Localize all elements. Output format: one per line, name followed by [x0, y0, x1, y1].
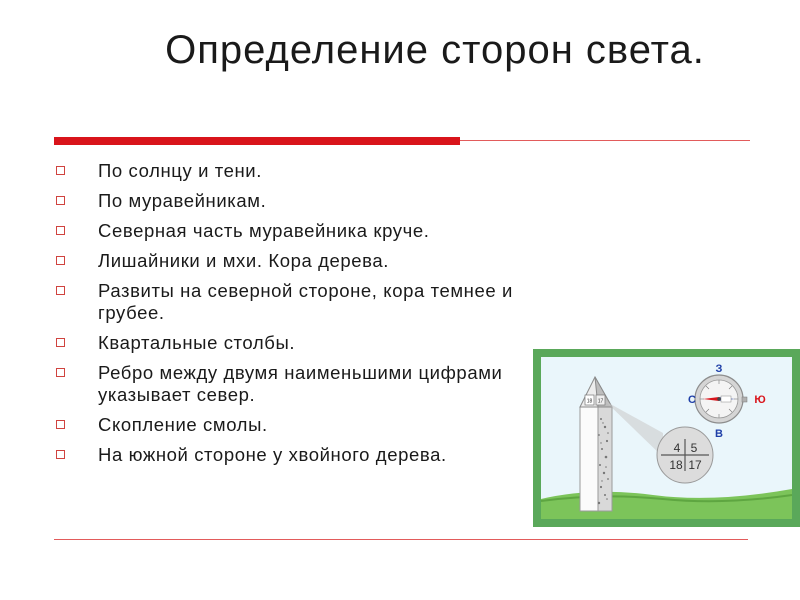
post-top-number: 18: [586, 398, 593, 405]
bullet-square-icon: [56, 368, 65, 377]
bullet-square-icon: [56, 450, 65, 459]
compass-north-label: З: [715, 363, 723, 375]
compass-west-label: С: [688, 394, 696, 406]
bullet-square-icon: [56, 286, 65, 295]
quarter-post-illustration: [533, 349, 800, 527]
post-number: 17: [688, 458, 702, 472]
bullet-item: Развиты на северной стороне, кора темнее и грубее.: [54, 280, 514, 324]
bullet-list: [54, 160, 514, 474]
bullet-item: Скопление смолы.: [54, 414, 514, 436]
post-top-number: 17: [597, 398, 604, 405]
zoomed-post-top: [657, 427, 713, 483]
bullet-item: По солнцу и тени.: [54, 160, 514, 182]
post-number: 4: [673, 441, 681, 455]
bullet-item: По муравейникам.: [54, 190, 514, 212]
bullet-square-icon: [56, 338, 65, 347]
bullet-square-icon: [56, 420, 65, 429]
bullet-square-icon: [56, 196, 65, 205]
bullet-item: Ребро между двумя наименьшими цифрами указывает север.: [54, 362, 514, 406]
bullet-item: Лишайники и мхи. Кора дерева.: [54, 250, 514, 272]
bullet-item: На южной стороне у хвойного дерева.: [54, 444, 514, 466]
compass-south-label: В: [715, 428, 723, 440]
compass-east-label: Ю: [754, 394, 766, 406]
title-divider: [54, 136, 750, 146]
bullet-square-icon: [56, 226, 65, 235]
bullet-square-icon: [56, 256, 65, 265]
divider-thin-segment: [460, 140, 750, 141]
post-number: 5: [690, 441, 698, 455]
bullet-square-icon: [56, 166, 65, 175]
bottom-divider: [54, 539, 748, 540]
divider-thick-segment: [54, 137, 460, 145]
bullet-item: Квартальные столбы.: [54, 332, 514, 354]
slide-title: Определение сторон света.: [165, 28, 705, 72]
post-number: 18: [669, 458, 683, 472]
illustration-svg: [533, 349, 800, 527]
bullet-item: Северная часть муравейника круче.: [54, 220, 514, 242]
